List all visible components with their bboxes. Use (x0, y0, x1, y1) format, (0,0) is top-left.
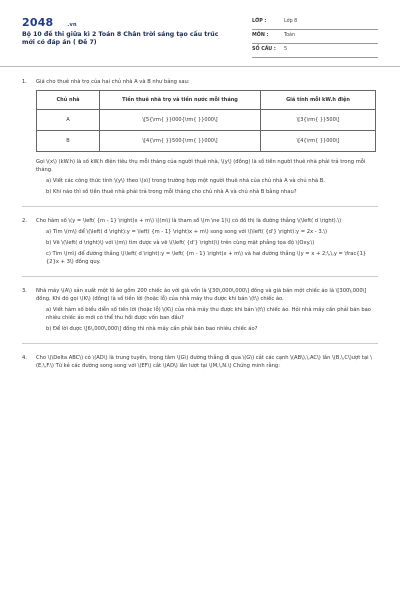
question-number: 3. (22, 288, 27, 294)
question-2-part-b: b) Vẽ \(\left( d \right)\) với \(m\) tìm được và vẽ \(\left( {d'} \right)\) trên cùng mặt phẳng tọa độ \(Oxy.\) (46, 240, 315, 246)
table-header-cell: Tiền thuê nhà trọ và tiền nước mỗi tháng (100, 91, 261, 110)
table-row (37, 110, 376, 131)
document-title: Bộ 10 đề thi giữa kì 2 Toán 8 Chân trời sáng tạo cấu trúc mới có đáp án ( Đề 7) (22, 31, 219, 47)
question-number: 1. (22, 79, 27, 85)
table-cell: B (37, 131, 100, 152)
question-2 (22, 217, 378, 225)
table-cell: \[4{\rm{ }}500{\rm{ }}000\] (100, 131, 261, 152)
document-meta (252, 16, 378, 58)
question-3 (22, 287, 378, 303)
table-cell: \[5{\rm{ }}000{\rm{ }}000\] (100, 110, 261, 131)
question-2-part-a: a) Tìm \(m\) để \(\left( d \right):y = \left( {m - 1} \right)x + m\) song song với \(\left( {d'} \right):y = 2x - 3.\) (46, 229, 328, 235)
questions-content (22, 78, 378, 370)
header-divider (0, 66, 400, 67)
site-logo[interactable]: 2048 .vn (22, 16, 77, 29)
question-number: 2. (22, 218, 27, 224)
meta-row-subject: MÔN : Toán (252, 30, 378, 44)
table-header-cell: Chủ nhà (37, 91, 100, 110)
table-cell: \[4{\rm{ }}000\] (261, 131, 376, 152)
question-1-part-b: b) Khi nào thì số tiền thuê nhà phải trả trong mỗi tháng cho chủ nhà A và chủ nhà B bằng nhau? (46, 189, 297, 195)
question-1 (22, 78, 378, 86)
page-header (0, 0, 400, 66)
table-header-row (37, 91, 376, 110)
question-text: Nhà máy \(A\) sản xuất một lô áo gồm 200 chiếc áo với giá vốn là \[30\,000\,000\] đồng và giá bán một chiếc áo là \[300\,000\] đồng. Khi đó gọi \(K\) (đồng) là số tiền lời (hoặc lỗ) của nhà máy thu được khi bán \(t\) chiếc áo. (36, 288, 367, 302)
question-3-part-b: b) Để lời được \[6\,000\,000\] đồng thì nhà máy cần phải bán bao nhiêu chiếc áo? (46, 326, 258, 332)
table-cell: \[3{\rm{ }}500\] (261, 110, 376, 131)
question-text: Cho \(\Delta ABC\) có \(AD\) là trung tuyến, trọng tâm \(G\) đường thẳng đi qua \(G\) cắt các cạnh \(AB\),\,AC\) lần \(B,\,C\)ượt tại \(E,\,F.\) Từ kẻ các đường song song với \(EF\) cắt \(AD\) lần lượt tại \(M,\,N.\) Chứng minh rằng: (36, 355, 372, 369)
question-text: Cho hàm số \(y = \left( {m - 1} \right)x + m\) \((m\) là tham số \(m \ne 1)\) có đồ thị là đường thẳng \(\left( d \right).\) (36, 218, 342, 224)
question-number: 4. (22, 355, 27, 361)
table-row (37, 131, 376, 152)
question-1-intro: Gọi \(x\) (kW.h) là số kW.h điện tiêu thụ mỗi tháng của người thuê nhà, \(y\) (đồng) là số tiền người thuê nhà phải trả trong mỗi tháng. (36, 159, 366, 173)
question-3-part-a: a) Viết hàm số biểu diễn số tiền lời (hoặc lỗ) \(K\) của nhà máy thu được khi bán \(t\) chiếc áo. Hỏi nhà máy cần phải bán bao nhiêu chiếc áo mới có thể thu hồi được vốn ban đầu? (46, 307, 371, 321)
rent-table (36, 90, 376, 152)
question-1-part-a: a) Viết các công thức tính \(y\) theo \(x\) trong trường hợp một người thuê nhà của chủ nhà A và chủ nhà B. (46, 178, 325, 184)
question-2-part-c: c) Tìm \(m\) để đường thẳng \(\left( d \right):y = \left( {m - 1} \right)x + m\) và hai đường thẳng \(y = x + 2;\,\,y = \frac{1}{2}x + 3\) đồng quy. (46, 251, 367, 265)
question-text: Giá cho thuê nhà trọ của hai chủ nhà A và B như bảng sau: (36, 79, 190, 85)
meta-row-question-count: SỐ CÂU : 5 (252, 44, 378, 58)
table-cell: A (37, 110, 100, 131)
question-4 (22, 354, 378, 370)
table-header-cell: Giá tính mỗi kW.h điện (261, 91, 376, 110)
meta-row-class: LỚP : Lớp 8 (252, 16, 378, 30)
